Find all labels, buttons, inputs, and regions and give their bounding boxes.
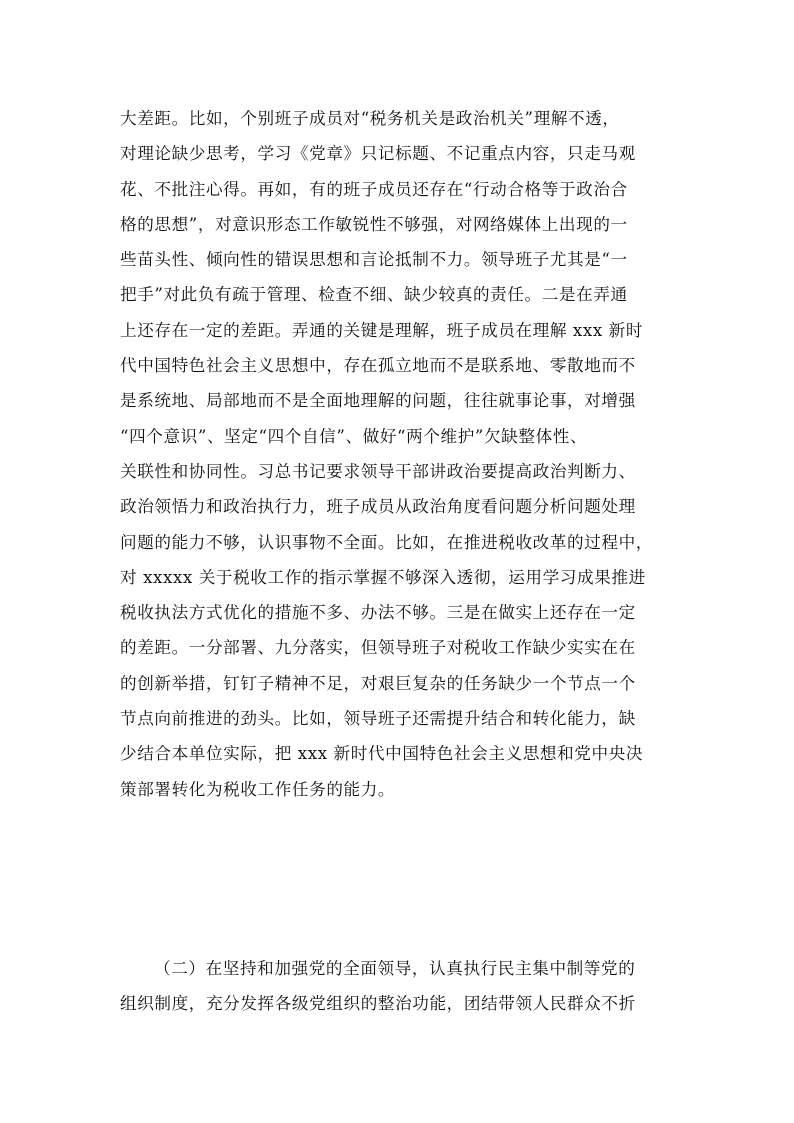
text-line: 对理论缺少思考，学习《党章》只记标题、不记重点内容，只走马观 <box>120 144 636 164</box>
text-line: 节点向前推进的劲头。比如，领导班子还需提升结合和转化能力，缺 <box>120 709 636 729</box>
text-line: 政治领悟力和政治执行力，班子成员从政治角度看问题分析问题处理 <box>120 497 636 517</box>
text-line: 问题的能力不够，认识事物不全面。比如，在推进税收改革的过程中， <box>120 532 654 552</box>
text-line: 些苗头性、倾向性的错误思想和言论抵制不力。领导班子尤其是“一 <box>120 250 628 270</box>
text-line: 的差距。一分部署、九分落实，但领导班子对税收工作缺少实实在在 <box>120 638 636 658</box>
text-line: 代中国特色社会主义思想中，存在孤立地而不是联系地、零散地而不 <box>120 356 636 376</box>
text-line: 格的思想”，对意识形态工作敏锐性不够强，对网络媒体上出现的一 <box>120 214 628 234</box>
section-paragraph <box>120 951 680 1022</box>
text-line: 对 xxxxx 关于税收工作的指示掌握不够深入透彻，运用学习成果推进 <box>120 567 646 587</box>
text-line: 把手”对此负有疏于管理、检查不细、缺少较真的责任。二是在弄通 <box>120 285 628 305</box>
text-line: 少结合本单位实际，把 xxx 新时代中国特色社会主义思想和党中央决 <box>120 744 644 764</box>
text-line: 税收执法方式优化的措施不多、办法不够。三是在做实上还存在一定 <box>120 603 636 623</box>
text-line: 策部署转化为税收工作任务的能力。 <box>120 779 396 799</box>
text-line: 关联性和协同性。习总书记要求领导干部讲政治要提高政治判断力、 <box>120 461 636 481</box>
text-line: 的创新举措，钉钉子精神不足，对艰巨复杂的任务缺少一个节点一个 <box>120 673 636 693</box>
text-line: 是系统地、局部地而不是全面地理解的问题，往往就事论事，对增强 <box>120 391 636 411</box>
body-paragraph <box>120 101 680 807</box>
text-line: 大差距。比如，个别班子成员对“税务机关是政治机关”理解不透， <box>120 109 620 128</box>
text-line: “四个意识”、坚定“四个自信”、做好“两个维护”欠缺整体性、 <box>120 426 588 446</box>
text-line: （二）在坚持和加强党的全面领导，认真执行民主集中制等党的 <box>154 959 636 978</box>
text-line: 组织制度，充分发挥各级党组织的整治功能，团结带领人民群众不折 <box>120 994 636 1014</box>
text-line: 花、不批注心得。再如，有的班子成员还存在“行动合格等于政治合 <box>120 179 628 199</box>
text-line: 上还存在一定的差距。弄通的关键是理解，班子成员在理解 xxx 新时 <box>120 320 644 340</box>
